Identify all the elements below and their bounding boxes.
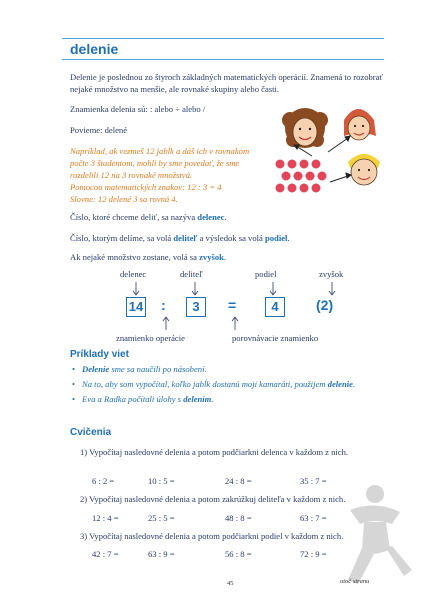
exercise-2-text: 2) Vypočítaj nasledovné delenia a potom zakrúžkuj deliteľa v každom z nich. <box>80 494 346 504</box>
label-comparison-sign: porovnávacie znamienko <box>232 333 319 343</box>
example-text: . <box>211 394 214 404</box>
boy-blonde-icon <box>348 154 380 185</box>
girl-curly-icon <box>282 108 328 148</box>
exercise-item: 63 : 7 = <box>300 513 327 523</box>
apple-icon <box>276 160 327 193</box>
divisor-pre: Číslo, ktorým delíme, sa volá <box>70 233 174 243</box>
example-text: Eva a Radka počítali úlohy s <box>82 394 184 404</box>
dividend-post: . <box>224 212 227 222</box>
example-text: Na to, aby som vypočítal, koľko jabĺk dostanú moji kamaráti, použijem <box>82 379 328 389</box>
example-text: . <box>352 379 356 389</box>
remainder-sentence <box>70 251 226 263</box>
list-item <box>70 363 370 375</box>
term-divisor: deliteľ <box>173 233 198 243</box>
example-line: počte 3 študentom, mohli by sme povedať, že sme <box>70 158 240 168</box>
example-text: sme sa naučili po násobení. <box>109 364 207 374</box>
term-remainder: zvyšok <box>199 252 224 262</box>
dividend-pre: Číslo, ktoré chceme deliť, sa nazýva <box>70 212 198 222</box>
remainder-pre: Ak nejaké množstvo zostane, volá sa <box>70 252 200 262</box>
we-say-line: Povieme: delené <box>70 125 128 135</box>
label-remainder: zvyšok <box>319 269 344 279</box>
page-number: 45 <box>227 580 234 587</box>
apples-and-children-illustration <box>268 100 388 210</box>
exercise-item: 56 : 8 = <box>225 549 252 559</box>
example-block <box>70 145 290 205</box>
list-item <box>70 378 370 390</box>
page-title: delenie <box>70 41 119 57</box>
signs-line: Znamienka delenia sú: : alebo ÷ alebo / <box>70 104 206 114</box>
divisor-sentence <box>70 232 290 244</box>
exercise-item: 42 : 7 = <box>92 549 119 559</box>
divisor-post: . <box>287 233 290 243</box>
exercise-item: 10 : 5 = <box>148 476 175 486</box>
label-divisor: deliteľ <box>180 269 203 279</box>
top-rule <box>62 38 384 39</box>
next-page-link[interactable]: otoč stranu <box>340 578 370 585</box>
exercise-item: 48 : 8 = <box>225 513 252 523</box>
number-dividend: 14 <box>126 297 146 317</box>
girl-red-hair-icon <box>344 109 376 140</box>
number-remainder: (2) <box>316 297 334 313</box>
running-figure-watermark-icon <box>330 480 420 590</box>
division-sign: : <box>161 297 166 313</box>
exercise-item: 63 : 9 = <box>148 549 175 559</box>
example-term: Delenie <box>82 364 110 374</box>
exercise-item: 72 : 9 = <box>300 549 327 559</box>
examples-heading: Príklady viet <box>70 349 129 360</box>
divisor-mid: a výsledok sa volá <box>197 233 265 243</box>
equals-sign: = <box>228 297 237 313</box>
list-item <box>70 393 370 405</box>
exercise-item: 25 : 5 = <box>148 513 175 523</box>
example-line: Slovne: 12 delené 3 sa rovná 4. <box>70 194 178 204</box>
example-line: rozdelili 12 na 3 rovnaké množstvá. <box>70 170 193 180</box>
exercises-heading: Cvičenia <box>70 427 112 438</box>
term-quotient: podiel <box>264 233 288 243</box>
exercise-3-text: 3) Vypočítaj nasledovné delenia a potom podčiarkni podiel v každom z nich. <box>80 531 344 541</box>
example-line: Pomocou matematických znakov: 12 : 3 = 4 <box>70 182 222 192</box>
exercise-item: 24 : 8 = <box>225 476 252 486</box>
number-quotient: 4 <box>265 297 285 317</box>
examples-list <box>70 363 370 408</box>
exercise-item: 35 : 7 = <box>300 476 327 486</box>
label-operation-sign: znamienko operácie <box>116 333 185 343</box>
exercise-item: 12 : 4 = <box>92 513 119 523</box>
remainder-post: . <box>223 252 227 262</box>
label-dividend: delenec <box>120 269 147 279</box>
example-term: delením <box>183 394 212 404</box>
number-divisor: 3 <box>186 297 206 317</box>
exercise-item: 6 : 2 = <box>92 476 115 486</box>
title-rule <box>62 59 384 60</box>
dividend-sentence <box>70 211 227 223</box>
example-term: delenie <box>327 379 353 389</box>
label-quotient: podiel <box>255 269 277 279</box>
intro-paragraph: Delenie je poslednou zo štyroch základných matematických operácií. Znamená to rozobrať nejaké množstvo na menšie, ale rovnaké skupiny alebo časti. <box>70 72 384 94</box>
exercise-1-text: 1) Vypočítaj nasledovné delenia a potom podčiarkni delenca v každom z nich. <box>80 447 349 457</box>
term-dividend: delenec <box>197 212 225 222</box>
example-line: Napríklad, ak vezmeš 12 jabĺk a dáš ich v rovnakom <box>70 146 250 156</box>
diagram-arrows <box>110 280 350 360</box>
